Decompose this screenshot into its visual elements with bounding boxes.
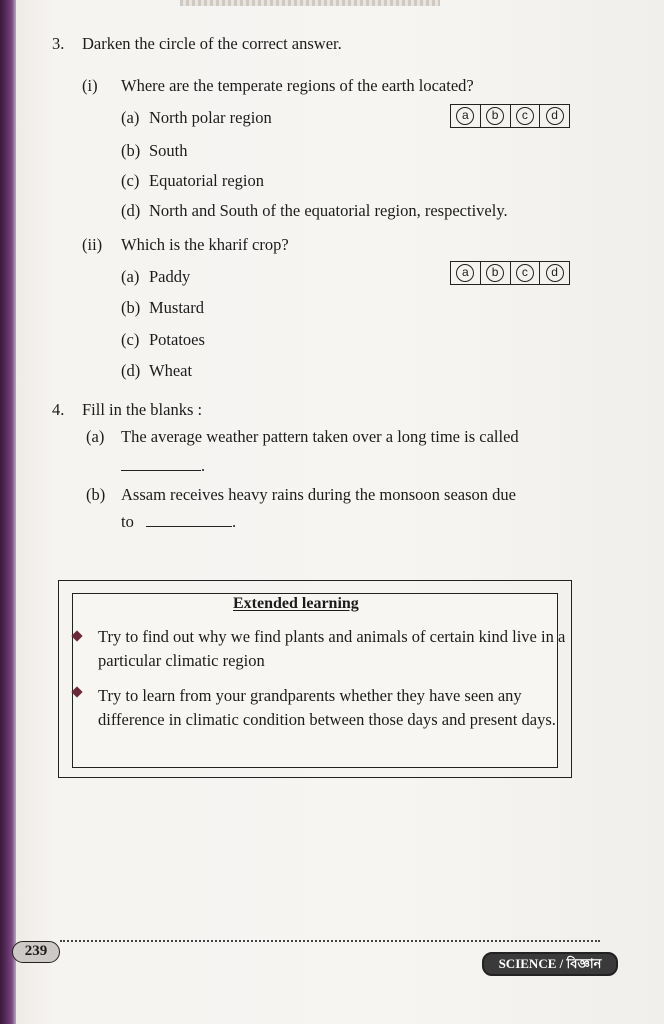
question-3-number: 3. [52,34,65,53]
question-4-instruction: Fill in the blanks : [82,400,203,419]
q4-item-a-end: . [201,456,206,475]
q3-i-option-a-label: (a) [121,108,140,127]
extended-learning-box [72,593,558,768]
q3-ii-option-a-label: (a) [121,267,140,286]
q3-part-ii-question: Which is the kharif crop? [121,235,289,254]
q3-i-option-d-text: North and South of the equatorial region, respectively. [149,201,508,220]
q4-item-b-end: . [231,512,237,531]
q3-i-option-b-text: South [149,141,188,160]
q4-item-b-line2 [121,512,236,532]
question-3-instruction: Darken the circle of the correct answer. [82,34,342,53]
q4-item-a-label: (a) [86,427,105,446]
extended-bullet-1: Try to find out why we find plants and animals of certain kind live in a particular climatic region [98,627,566,670]
q3-part-i-question: Where are the temperate regions of the earth located? [121,76,474,95]
q4-item-b-label: (b) [86,485,106,504]
q3-i-option-c-text: Equatorial region [149,171,265,190]
answer-circle-a[interactable]: a [456,264,474,282]
q4-item-b-text: Assam receives heavy rains during the monsoon season due [121,485,516,504]
answer-circle-d[interactable]: d [546,107,564,125]
book-binding [0,0,16,1024]
q3-ii-option-c-label: (c) [121,330,140,349]
top-edge-decoration [180,0,440,6]
page [16,0,664,1024]
q4-item-b-prefix: to [121,512,134,531]
q3-ii-option-a-text: Paddy [149,267,191,286]
q3-ii-option-c-text: Potatoes [149,330,205,349]
blank-field[interactable] [146,512,232,527]
q3-ii-option-d-text: Wheat [149,361,193,380]
q3-part-ii-label: (ii) [82,235,103,254]
page-number: 239 [12,941,60,963]
q3-i-option-b-label: (b) [121,141,141,160]
answer-circle-d[interactable]: d [546,264,564,282]
q3-ii-option-d-label: (d) [121,361,141,380]
answer-circles-ii [450,261,570,285]
answer-circle-b[interactable]: b [486,264,504,282]
answer-circle-b[interactable]: b [486,107,504,125]
q4-item-a-blank-line [121,456,205,476]
q4-item-a-text: The average weather pattern taken over a long time is called [121,427,519,446]
footer-dotted-rule [60,940,600,944]
answer-circle-a[interactable]: a [456,107,474,125]
question-4-number: 4. [52,400,65,419]
blank-field[interactable] [121,456,201,471]
q3-i-option-a-text: North polar region [149,108,272,127]
extended-learning-title: Extended learning [233,595,359,612]
q3-ii-option-b-text: Mustard [149,298,204,317]
answer-circle-c[interactable]: c [516,107,534,125]
q3-i-option-d-label: (d) [121,201,141,220]
answer-circle-c[interactable]: c [516,264,534,282]
q3-ii-option-b-label: (b) [121,298,141,317]
q3-part-i-label: (i) [82,76,98,95]
subject-tag: SCIENCE / বিজ্ঞান [482,952,618,976]
q3-i-option-c-label: (c) [121,171,140,190]
answer-circles-i [450,104,570,128]
extended-bullet-2: Try to learn from your grandparents whether they have seen any difference in climatic condition between those days and present days. [98,686,556,729]
